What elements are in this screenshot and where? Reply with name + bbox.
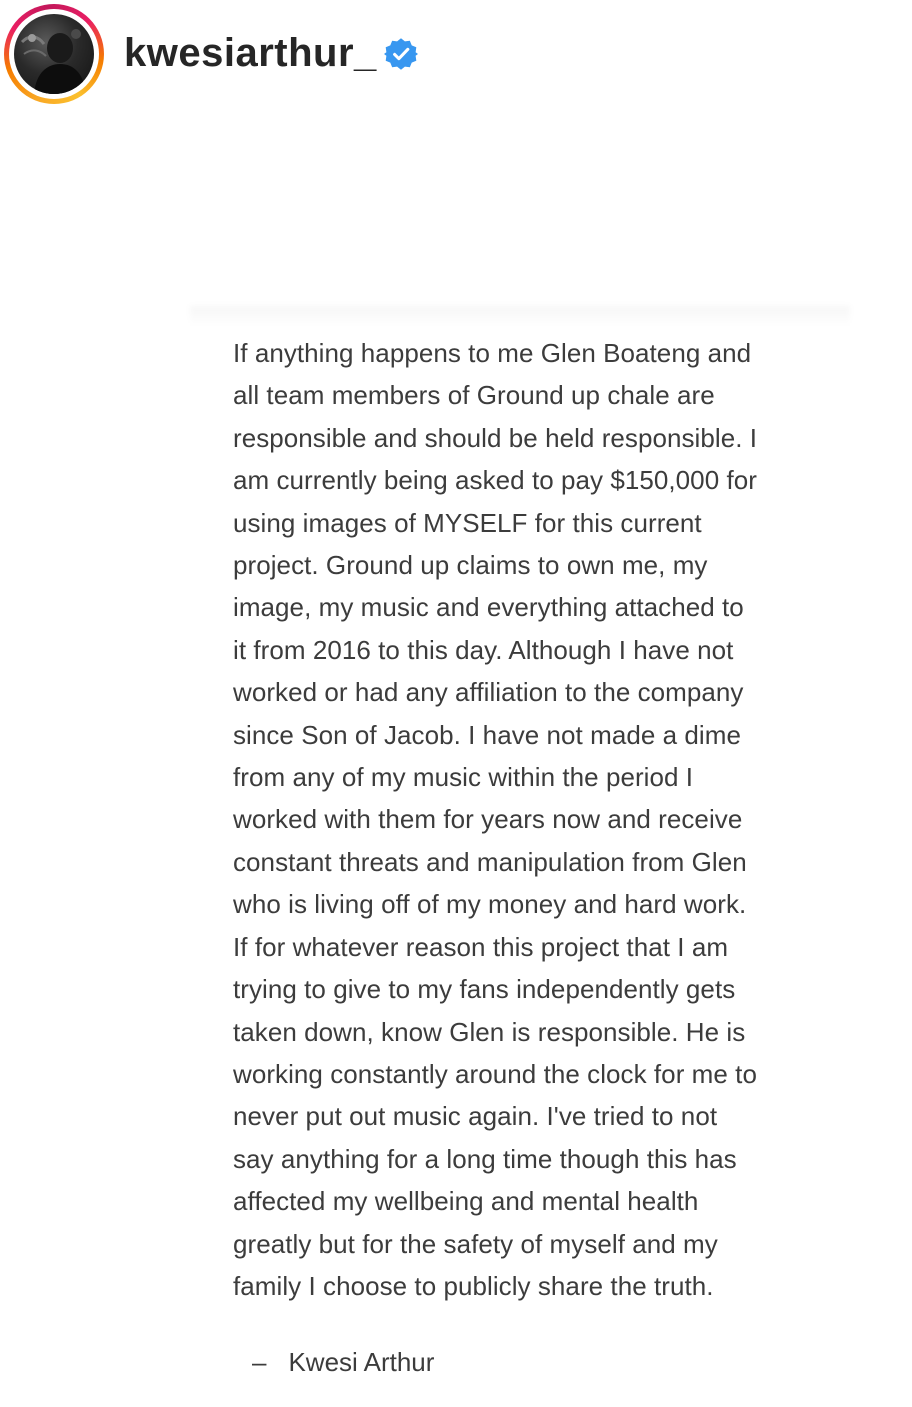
statement-line: it from 2016 to this day. Although I have not (233, 634, 734, 665)
verified-badge-icon (384, 37, 418, 71)
post-image[interactable] (0, 108, 912, 1407)
statement-line: taken down, know Glen is responsible. He is (233, 1016, 746, 1047)
statement-line: all team members of Ground up chale are (233, 380, 715, 411)
statement-line: If for whatever reason this project that I am (233, 931, 729, 962)
avatar[interactable] (14, 14, 94, 94)
statement-line: affected my wellbeing and mental health (233, 1186, 699, 1217)
username[interactable]: kwesiarthur_ (124, 31, 377, 75)
statement-line: responsible and should be held responsible. I (233, 422, 758, 453)
statement-line: project. Ground up claims to own me, my (233, 550, 708, 581)
statement-text (233, 332, 833, 1307)
statement-line: since Son of Jacob. I have not made a dime (233, 719, 741, 750)
signature-dash: – (252, 1347, 267, 1377)
signature (252, 1342, 434, 1382)
statement-line: family I choose to publicly share the truth. (233, 1270, 714, 1301)
statement-line: constant threats and manipulation from Glen (233, 846, 747, 877)
statement-line: worked with them for years now and receive (233, 804, 743, 835)
statement-line: image, my music and everything attached to (233, 592, 744, 623)
statement-line: worked or had any affiliation to the company (233, 677, 744, 708)
statement-line: who is living off of my money and hard work. (233, 889, 747, 920)
signature-name: Kwesi Arthur (288, 1347, 435, 1377)
statement-line: using images of MYSELF for this current (233, 507, 702, 538)
statement-line: greatly but for the safety of myself and my (233, 1228, 718, 1259)
statement-line: never put out music again. I've tried to not (233, 1101, 718, 1132)
statement-line: trying to give to my fans independently gets (233, 974, 736, 1005)
post-header (0, 0, 912, 108)
statement-line: say anything for a long time though this has (233, 1143, 737, 1174)
avatar-photo-icon (14, 14, 94, 94)
screenshot-edge-shadow (190, 306, 850, 326)
statement-line: If anything happens to me Glen Boateng and (233, 338, 752, 368)
story-ring[interactable] (4, 4, 104, 104)
statement-line: am currently being asked to pay $150,000 for (233, 465, 757, 496)
statement-line: working constantly around the clock for me to (233, 1058, 757, 1089)
statement-line: from any of my music within the period I (233, 762, 694, 793)
